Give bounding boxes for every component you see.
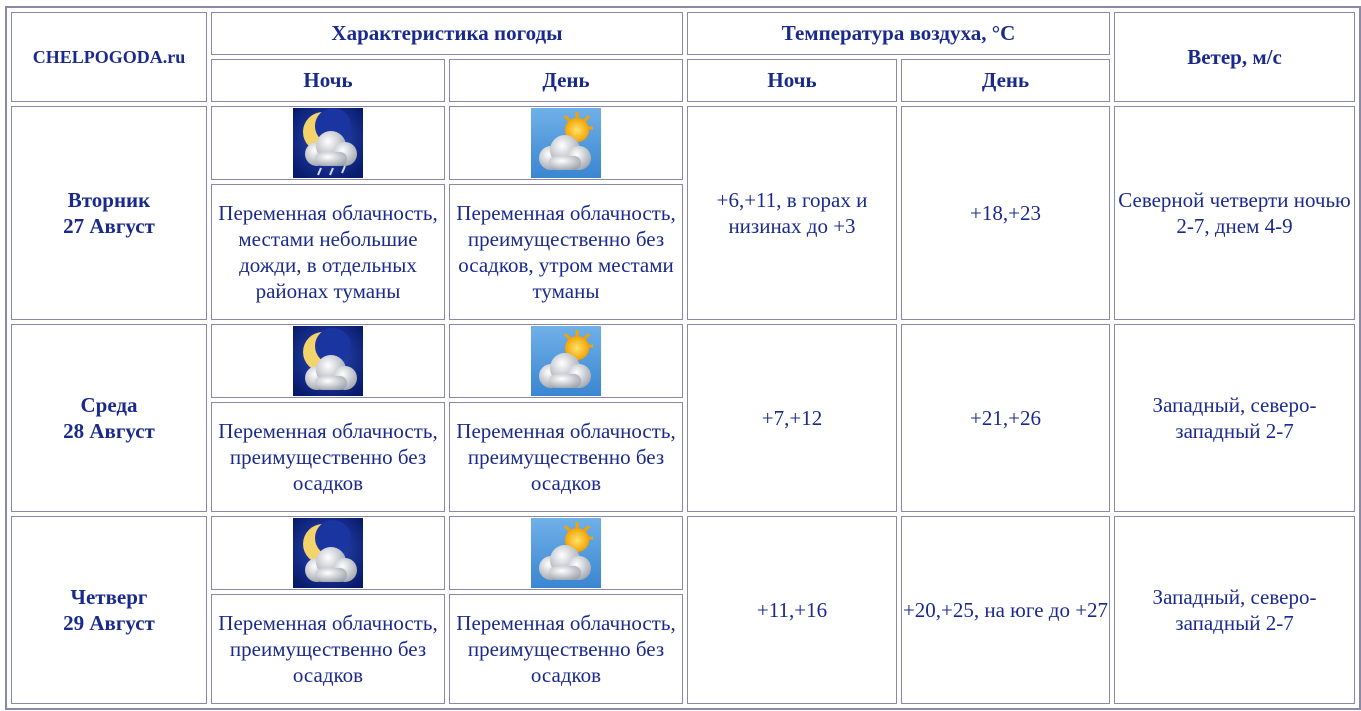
date: 27 Август: [63, 214, 155, 238]
day-cell: [11, 324, 207, 512]
wind: Западный, северо-западный 2-7: [1114, 324, 1355, 512]
day-cell: [11, 516, 207, 704]
header-temperature: Температура воздуха, °С: [687, 12, 1110, 55]
header-temp-night: Ночь: [687, 59, 897, 102]
header-weather-day: День: [449, 59, 683, 102]
day-icon-cell: [449, 106, 683, 180]
day-cell: [11, 106, 207, 320]
forecast-table: [5, 6, 1361, 710]
day-icon-cell: [449, 324, 683, 398]
date: 28 Август: [63, 419, 155, 443]
moon-cloud-rain-icon: [293, 108, 363, 178]
temp-night: +6,+11, в горах и низинах до +3: [687, 106, 897, 320]
weekday: Четверг: [70, 585, 148, 609]
night-description: Переменная облачность, преимущественно без осадков: [211, 594, 445, 704]
sun-cloud-icon: [531, 518, 601, 588]
header-temp-day: День: [901, 59, 1110, 102]
header-weather: Характеристика погоды: [211, 12, 683, 55]
temp-night: +11,+16: [687, 516, 897, 704]
day-description: Переменная облачность, преимущественно без осадков, утром местами туманы: [449, 184, 683, 320]
night-icon-cell: [211, 106, 445, 180]
date: 29 Август: [63, 611, 155, 635]
temp-day: +18,+23: [901, 106, 1110, 320]
temp-day: +20,+25, на юге до +27: [901, 516, 1110, 704]
day-description: Переменная облачность, преимущественно без осадков: [449, 594, 683, 704]
night-icon-cell: [211, 516, 445, 590]
temp-night: +7,+12: [687, 324, 897, 512]
weekday: Среда: [80, 393, 138, 417]
sun-cloud-icon: [531, 108, 601, 178]
night-description: Переменная облачность, местами небольшие дожди, в отдельных районах туманы: [211, 184, 445, 320]
moon-cloud-icon: [293, 518, 363, 588]
day-description: Переменная облачность, преимущественно без осадков: [449, 402, 683, 512]
day-icon-cell: [449, 516, 683, 590]
header-weather-night: Ночь: [211, 59, 445, 102]
temp-day: +21,+26: [901, 324, 1110, 512]
weekday: Вторник: [67, 188, 151, 212]
wind: Западный, северо-западный 2-7: [1114, 516, 1355, 704]
night-description: Переменная облачность, преимущественно без осадков: [211, 402, 445, 512]
wind: Северной четверти ночью 2-7, днем 4-9: [1114, 106, 1355, 320]
header-wind: Ветер, м/с: [1114, 12, 1355, 102]
site-name: CHELPOGODA.ru: [11, 12, 207, 102]
moon-cloud-icon: [293, 326, 363, 396]
night-icon-cell: [211, 324, 445, 398]
sun-cloud-icon: [531, 326, 601, 396]
